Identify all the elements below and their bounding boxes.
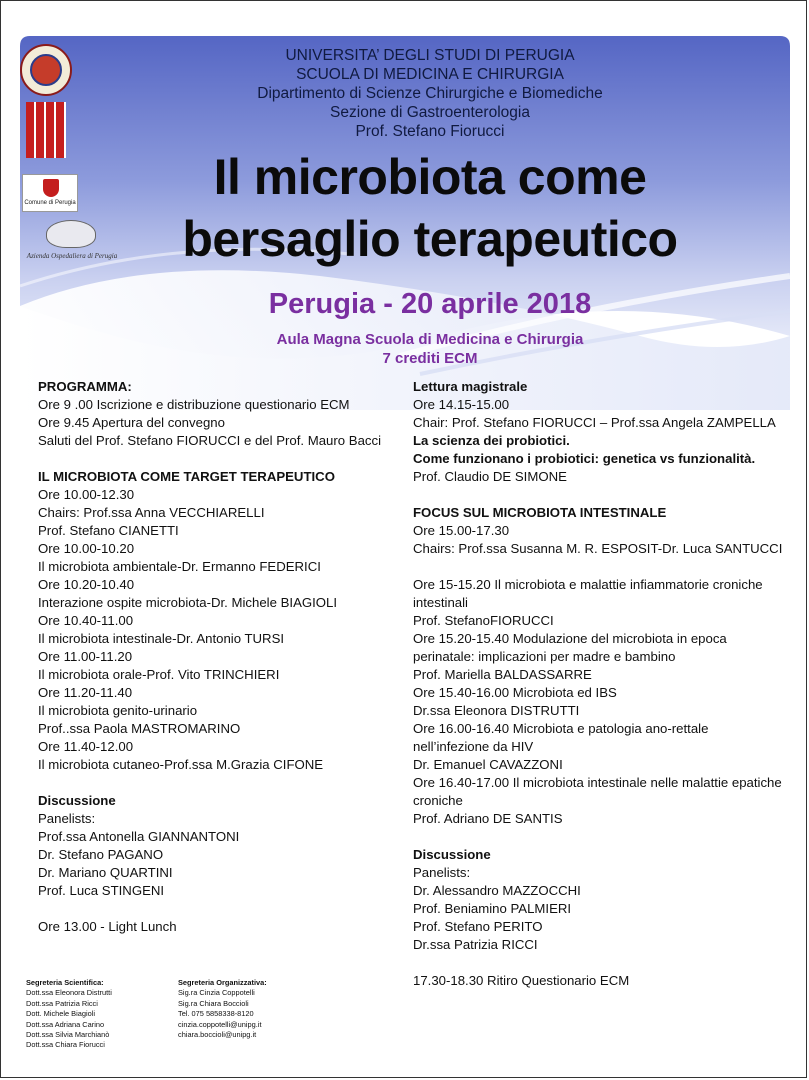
footer-heading: Segreteria Organizzativa: [178,978,267,987]
program-line: Chairs: Prof.ssa Susanna M. R. ESPOSIT-Dr. Luca SANTUCCI [413,541,783,556]
organizing-secretariat [178,978,338,1040]
program-line: Interazione ospite microbiota-Dr. Michele BIAGIOLI [38,595,338,610]
footer-line: Dott.ssa Adriana Carino [26,1019,105,1029]
program-right-column [413,378,785,990]
footer-line: Dott.ssa Eleonora Distrutti [26,988,112,998]
program-line: Chair: Prof. Stefano FIORUCCI – Prof.ssa Angela ZAMPELLA [413,415,776,430]
footer-line: Sig.ra Chiara Boccioli [178,998,249,1008]
program-line: Il microbiota cutaneo-Prof.ssa M.Grazia CIFONE [38,757,324,772]
program-line: Il microbiota ambientale-Dr. Ermanno FEDERICI [38,559,321,574]
panel-line: Panelists: [38,811,96,826]
program-line: Ore 16.00-16.40 Microbiota e patologia ano-rettale nell’infezione da HIV [413,721,709,754]
scientific-secretariat [26,978,166,1051]
panel-line: Dr.ssa Patrizia RICCI [413,937,538,952]
panel-line: Dr. Mariano QUARTINI [38,865,173,880]
header-line: SCUOLA DI MEDICINA E CHIRURGIA [296,66,564,83]
program-line: Ore 15-15.20 Il microbiota e malattie infiammatorie croniche intestinali [413,577,763,610]
program-line: Ore 10.40-11.00 [38,613,134,628]
program-line: Il microbiota intestinale-Dr. Antonio TURSI [38,631,285,646]
program-line: Ore 11.20-11.40 [38,685,133,700]
program-line: Prof. Claudio DE SIMONE [413,469,567,484]
program-line: Ore 13.00 - Light Lunch [38,919,177,934]
footer-heading: Segreteria Scientifica: [26,978,104,987]
panel-line: Dr. Stefano PAGANO [38,847,164,862]
crest-icon [43,179,59,197]
program-line: Il microbiota genito-urinario [38,703,198,718]
footer-line: Dott.ssa Silvia Marchianò [26,1030,110,1040]
program-line: Ore 10.20-10.40 [38,577,135,592]
email-link[interactable]: cinzia.coppotelli@unipg.it [178,1019,262,1029]
azienda-caption: Azienda Ospedaliera di Perugia [26,252,118,260]
program-line: 17.30-18.30 Ritiro Questionario ECM [413,973,630,988]
credits-line: 7 crediti ECM [382,350,478,367]
azienda-logo [22,220,122,264]
program-line: Ore 14.15-15.00 [413,397,510,412]
comune-caption: Comune di Perugia [24,200,76,206]
section-heading: FOCUS SUL MICROBIOTA INTESTINALE [413,505,667,520]
program-line: Dr. Emanuel CAVAZZONI [413,757,563,772]
section-heading: PROGRAMMA: [38,379,132,394]
panel-line: Prof. Beniamino PALMIERI [413,901,572,916]
header-line: Dipartimento di Scienze Chirurgiche e Biomediche [257,85,603,102]
program-line: Prof. Stefano CIANETTI [38,523,179,538]
panel-line: Prof.ssa Antonella GIANNANTONI [38,829,240,844]
program-line: Prof. StefanoFIORUCCI [413,613,554,628]
program-line: Ore 10.00-12.30 [38,487,135,502]
footer-line: Dott.ssa Patrizia Ricci [26,998,98,1008]
event-title [120,146,740,270]
program-line: Prof. Mariella BALDASSARRE [413,667,592,682]
venue-line: Aula Magna Scuola di Medicina e Chirurgia [276,331,584,348]
footer-line: Dott.ssa Chiara Fiorucci [26,1040,105,1050]
panel-line: Dr. Alessandro MAZZOCCHI [413,883,581,898]
program-line: Ore 15.00-17.30 [413,523,510,538]
comune-logo [22,174,78,212]
program-line: Ore 9 .00 Iscrizione e distribuzione questionario ECM [38,397,350,412]
section-heading: Discussione [38,793,116,808]
program-line: Ore 15.40-16.00 Microbiota ed IBS [413,685,617,700]
program-line: Ore 11.40-12.00 [38,739,134,754]
program-line: Come funzionano i probiotici: genetica vs funzionalità. [413,451,756,466]
emblem-icon [46,220,96,248]
university-seal-logo [20,44,72,96]
program-line: Ore 10.00-10.20 [38,541,135,556]
section-heading: Lettura magistrale [413,379,528,394]
header-line: Prof. Stefano Fiorucci [355,123,505,140]
program-line: Saluti del Prof. Stefano FIORUCCI e del Prof. Mauro Bacci [38,433,382,448]
program-line: Prof. Adriano DE SANTIS [413,811,563,826]
program-line: Ore 11.00-11.20 [38,649,133,664]
program-left-column [38,378,394,936]
footer-line: Tel. 075 5858338-8120 [178,1009,254,1019]
program-line: La scienza dei probiotici. [413,433,570,448]
program-line: Il microbiota orale-Prof. Vito TRINCHIERI [38,667,280,682]
panel-line: Panelists: [413,865,471,880]
school-logo [26,102,66,158]
footer-line: Sig.ra Cinzia Coppotelli [178,988,255,998]
section-heading: Discussione [413,847,491,862]
program-line: Dr.ssa Eleonora DISTRUTTI [413,703,580,718]
event-date: Perugia - 20 aprile 2018 [268,288,592,320]
program-line: Prof..ssa Paola MASTROMARINO [38,721,241,736]
title-line: bersaglio terapeutico [182,211,678,267]
institution-header [140,46,720,141]
header-line: Sezione di Gastroenterologia [330,104,530,121]
email-link[interactable]: chiara.boccioli@unipg.it [178,1030,257,1040]
panel-line: Prof. Luca STINGENI [38,883,165,898]
title-line: Il microbiota come [213,149,647,205]
panel-line: Prof. Stefano PERITO [413,919,543,934]
program-line: Ore 15.20-15.40 Modulazione del microbiota in epoca perinatale: implicazioni per madre e bambino [413,631,727,664]
footer-line: Dott. Michele Biagioli [26,1009,96,1019]
event-venue [190,330,670,368]
program-line: Chairs: Prof.ssa Anna VECCHIARELLI [38,505,265,520]
section-heading: IL MICROBIOTA COME TARGET TERAPEUTICO [38,469,335,484]
program-line: Ore 16.40-17.00 Il microbiota intestinale nelle malattie epatiche croniche [413,775,782,808]
program-line: Ore 9.45 Apertura del convegno [38,415,225,430]
header-line: UNIVERSITA’ DEGLI STUDI DI PERUGIA [285,47,575,64]
